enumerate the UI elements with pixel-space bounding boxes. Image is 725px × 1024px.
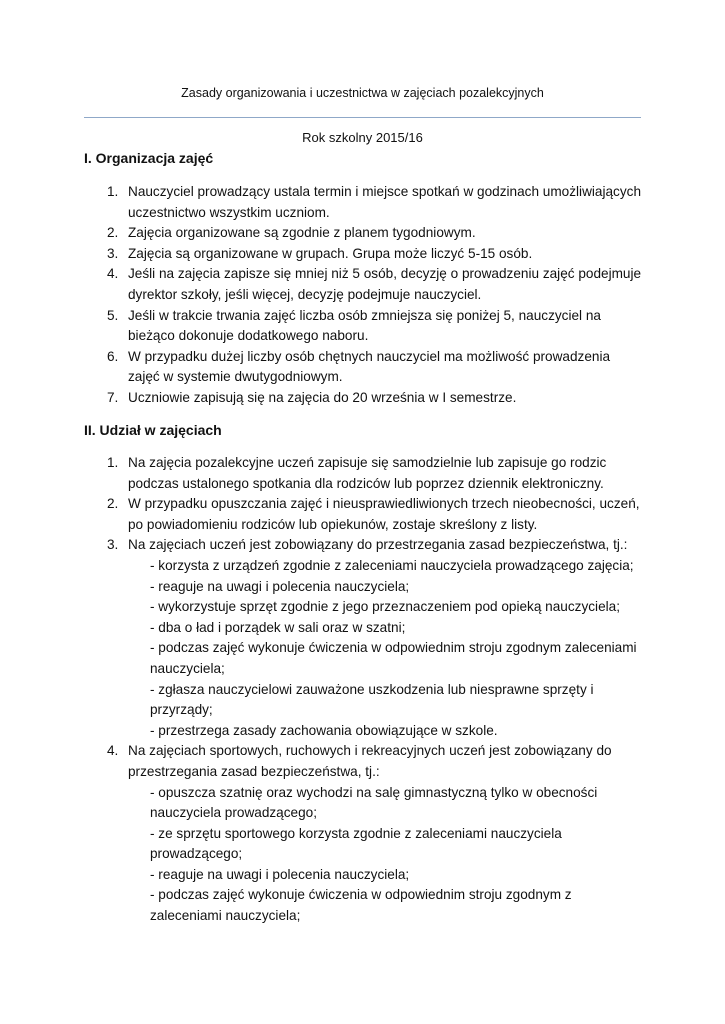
udzial-list (0, 453, 725, 927)
list-item-number: 3. (107, 537, 119, 553)
list-item-text: W przypadku dużej liczby osób chętnych nauczyciel ma możliwość prowadzenia zajęć w systemie dwutygodniowym. (128, 348, 611, 385)
sub-list-item: - dba o ład i porządek w sali oraz w szatni; (150, 619, 406, 635)
sub-list-item: - korzysta z urządzeń zgodnie z zaleceniami nauczyciela prowadzącego zajęcia; (150, 557, 634, 573)
sub-list-item: - podczas zajęć wykonuje ćwiczenia w odpowiednim stroju zgodnym z zaleceniami nauczyciela; (150, 887, 572, 924)
list-item (0, 535, 725, 741)
list-item-number: 1. (107, 184, 119, 199)
section-heading-organizacja: I. Organizacja zajęć (84, 150, 214, 166)
list-item (0, 388, 725, 409)
list-item (0, 223, 725, 244)
list-item (0, 741, 725, 926)
list-item-number: 5. (107, 307, 119, 323)
sub-list-item: - ze sprzętu sportowego korzysta zgodnie z zaleceniami nauczyciela prowadzącego; (150, 825, 562, 862)
list-item-number: 4. (107, 743, 119, 759)
list-item-text: Na zajęcia pozalekcyjne uczeń zapisuje się samodzielnie lub zapisuje go rodzic podczas ustalonego spotkania dla rodziców lub poprzez dziennik elektroniczny. (128, 455, 607, 491)
sub-list-item: - podczas zajęć wykonuje ćwiczenia w odpowiednim stroju zgodnym zaleceniami nauczyciela; (150, 640, 637, 676)
list-item (0, 347, 725, 388)
list-item-number: 1. (107, 455, 119, 470)
list-item-text: Zajęcia są organizowane w grupach. Grupa może liczyć 5-15 osób. (128, 245, 533, 261)
list-item-number: 7. (107, 389, 119, 405)
list-item-text: Nauczyciel prowadzący ustala termin i miejsce spotkań w godzinach umożliwiających uczestnictwo wszystkim uczniom. (128, 184, 642, 220)
list-item (0, 306, 725, 347)
document-title: Zasady organizowania i uczestnictwa w zajęciach pozalekcyjnych (181, 86, 544, 100)
list-item-text: Na zajęciach sportowych, ruchowych i rekreacyjnych uczeń jest zobowiązany do przestrzegania zasad bezpieczeństwa, tj.: (128, 743, 612, 779)
list-item-text: W przypadku opuszczania zajęć i nieusprawiedliwionych trzech nieobecności, uczeń, po powiadomieniu rodziców lub opiekunów, zostaje skreślony z listy. (128, 496, 640, 532)
list-item-text: Jeśli na zajęcia zapisze się mniej niż 5 osób, decyzję o prowadzeniu zajęć podejmuje dyrektor szkoły, jeśli więcej, decyzję podejmuje nauczyciel. (128, 266, 642, 302)
list-item-number: 6. (107, 348, 119, 364)
list-item-text: Na zajęciach uczeń jest zobowiązany do przestrzegania zasad bezpieczeństwa, tj.: (128, 537, 628, 553)
list-item (0, 182, 725, 223)
sub-list-item: - przestrzega zasady zachowania obowiązujące w szkole. (150, 722, 498, 738)
list-item (0, 244, 725, 265)
sub-list-item: - reaguje na uwagi i polecenia nauczyciela; (150, 578, 410, 594)
list-item (0, 264, 725, 305)
sub-list (128, 783, 645, 927)
sub-list-item: - zgłasza nauczycielowi zauważone uszkodzenia lub niesprawne sprzęty i przyrządy; (150, 681, 594, 718)
list-item-number: 4. (107, 266, 119, 282)
list-item-text: Uczniowie zapisują się na zajęcia do 20 września w I semestrze. (128, 389, 517, 405)
list-item-number: 2. (107, 225, 119, 241)
list-item (0, 494, 725, 535)
school-year: Rok szkolny 2015/16 (302, 130, 423, 145)
sub-list-item: - opuszcza szatnię oraz wychodzi na salę gimnastyczną tylko w obecności nauczyciela prowadzącego; (150, 784, 598, 821)
section-heading-udzial: II. Udział w zajęciach (84, 422, 222, 438)
list-item-number: 3. (107, 245, 119, 261)
list-item (0, 453, 725, 494)
list-item-text: Jeśli w trakcie trwania zajęć liczba osób zmniejsza się poniżej 5, nauczyciel na bieżąco dokonuje dodatkowego naboru. (128, 307, 601, 344)
sub-list-item: - reaguje na uwagi i polecenia nauczyciela; (150, 866, 410, 882)
list-item-number: 2. (107, 496, 119, 512)
organizacja-list (0, 182, 725, 409)
title-divider (84, 117, 641, 118)
list-item-text: Zajęcia organizowane są zgodnie z planem tygodniowym. (128, 225, 476, 241)
sub-list-item: - wykorzystuje sprzęt zgodnie z jego przeznaczeniem pod opieką nauczyciela; (150, 599, 620, 615)
sub-list (128, 556, 645, 741)
